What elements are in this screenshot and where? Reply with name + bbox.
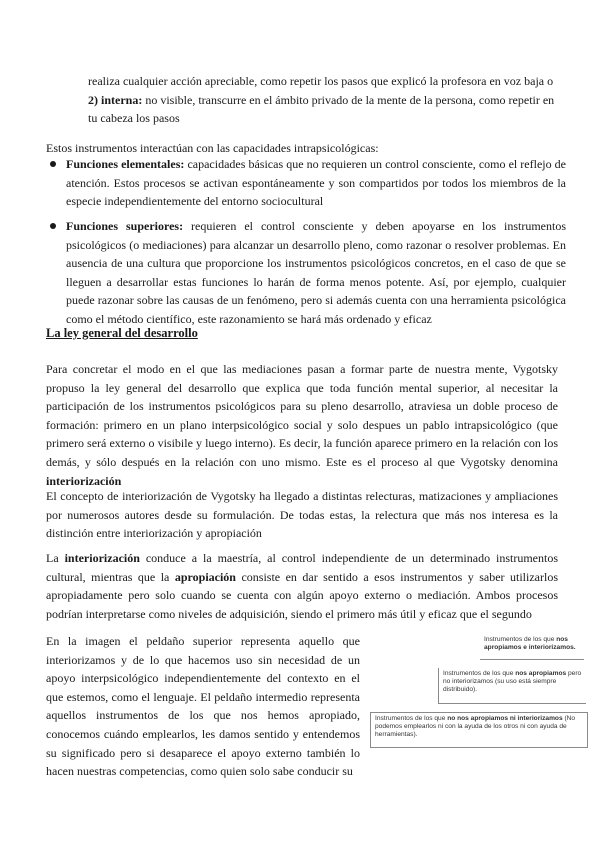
bullet-text: capacidades básicas que no requieren un control consciente, como el reflejo de atención. Estos procesos se activan espontáneamente y son compartidos por todos los miembros de la especie independientemente del entorno sociocultural: [66, 157, 567, 209]
intro-sentence: Estos instrumentos interactúan con las capacidades intrapsicológicas:: [46, 141, 379, 155]
bullet-label: Funciones superiores:: [66, 219, 184, 233]
paragraph-3-part-3: consiste en dar sentido a esos instrumentos y saber utilizarlos apropiadamente pero solo cuando se cuenta con algún apoyo externo o mediación. Ambos procesos podrían interpretarse como niveles de adquisición, siendo el primero más útil y eficaz que el segundo: [46, 569, 558, 621]
bullet-text: requieren el control consciente y deben apoyarse en los instrumentos psicológicos (o mediaciones) para alcanzar un desarrollo pleno, como razonar o resolver problemas. En ausencia de una cultura que proporcione los instrumentos psicológicos concretos, en el caso de que se lleguen a desarrollar estas funciones lo harán de forma menos potente. Así, por ejemplo, cualquier puede razonar sobre las causas de un fenómeno, pero si además cuenta con una herramienta psicológica como el método científico, este razonamiento se hará más ordenado y eficaz: [66, 219, 566, 326]
diagram-mid-post: pero no interiorizamos (su uso está siempre distribuido).: [443, 670, 582, 694]
top-line-1: realiza cualquier acción apreciable, como repetir los pasos que explicó la profesora en voz baja o: [88, 74, 554, 88]
paragraph-3-bold-2: apropiación: [174, 569, 236, 584]
top-continuation-block: [88, 72, 560, 128]
bullet-body: [66, 217, 566, 329]
paragraph-1-bold: interiorización: [46, 473, 122, 488]
diagram-mid-text: Instrumentos de los que: [443, 670, 516, 677]
diagram-mid-bold: nos apropiamos: [515, 670, 567, 677]
paragraph-interiorizacion: [46, 549, 558, 623]
diagram-bot-post: (No podemos emplearlos ni con la ayuda de los otros ni con ayuda de herramientas).: [375, 715, 576, 739]
paragraph-3-bold-1: interiorización: [64, 551, 140, 565]
paragraph-imagen: En la imagen el peldaño superior representa aquello que interiorizamos y de lo que hacemos uso sin necesidad de un apoyo interpsicológico independientemente del contexto en el que estemos, como el lenguaje. El peldaño intermedio representa aquellos instrumentos de los que nos hemos apropiado, conocemos cuándo emplearlos, les damos sentido y entendemos su significado pero si desaparece el apoyo externo también lo hacen nuestras competencias, como quien solo sabe conducir su: [46, 634, 360, 779]
bullet-label: Funciones elementales:: [66, 157, 185, 171]
diagram-step-middle: [438, 668, 586, 704]
staircase-diagram: [370, 628, 590, 758]
paragraph-3-part-1: La: [46, 551, 65, 565]
diagram-top-bold: nos apropiamos e interiorizamos.: [484, 636, 576, 652]
paragraph-3-part-2: conduce a la maestría, al control independiente de un determinado instrumentos cultural, mientras que la: [46, 551, 559, 584]
top-item-2-text: no visible, transcurre en el ámbito privado de la mente de la persona, como repetir en tu cabeza los pasos: [88, 92, 555, 126]
bullet-body: [66, 155, 566, 211]
paragraph-1-text: Para concretar el modo en el que las mediaciones pasan a formar parte de nuestra mente, Vygotsky propuso la ley general del desarrollo que explica que toda función mental superior, al necesitar la participación de los instrumentos psicológicos para su pleno desarrollo, atraviesa un doble proceso de formación: primero en un plano interpsicológico social y solo despues un pablo intrapsicológico (que primero será externo o visibile y luego interno). Es decir, la función aparece primero en la relación con los demás, y sólo después en la relación con uno mismo. Este es el proceso al que Vygotsky denomina: [46, 362, 558, 469]
diagram-bot-bold: no nos apropiamos ni interiorizamos: [447, 715, 563, 722]
diagram-top-text: Instrumentos de los que: [484, 636, 557, 643]
paragraph-ley-general: [46, 360, 558, 490]
bullet-dot: [50, 161, 56, 167]
bullet-dot: [50, 223, 56, 229]
diagram-bot-text: Instrumentos de los que: [375, 715, 448, 722]
bullet-item-elementales: [46, 155, 566, 211]
section-heading: La ley general del desarrollo: [46, 326, 198, 340]
diagram-step-top: [480, 634, 584, 660]
diagram-step-bottom: [370, 712, 588, 748]
top-item-2: [88, 91, 560, 128]
paragraph-concepto: El concepto de interiorización de Vygotsky ha llegado a distintas relecturas, matizaciones y ampliaciones por numerosos autores desde su formulación. De todas estas, la relectura que más nos interesa es la distinción entre interiorización y apropiación: [46, 489, 558, 541]
bullet-item-superiores: [46, 217, 566, 329]
top-item-2-label: 2) interna:: [88, 92, 143, 107]
